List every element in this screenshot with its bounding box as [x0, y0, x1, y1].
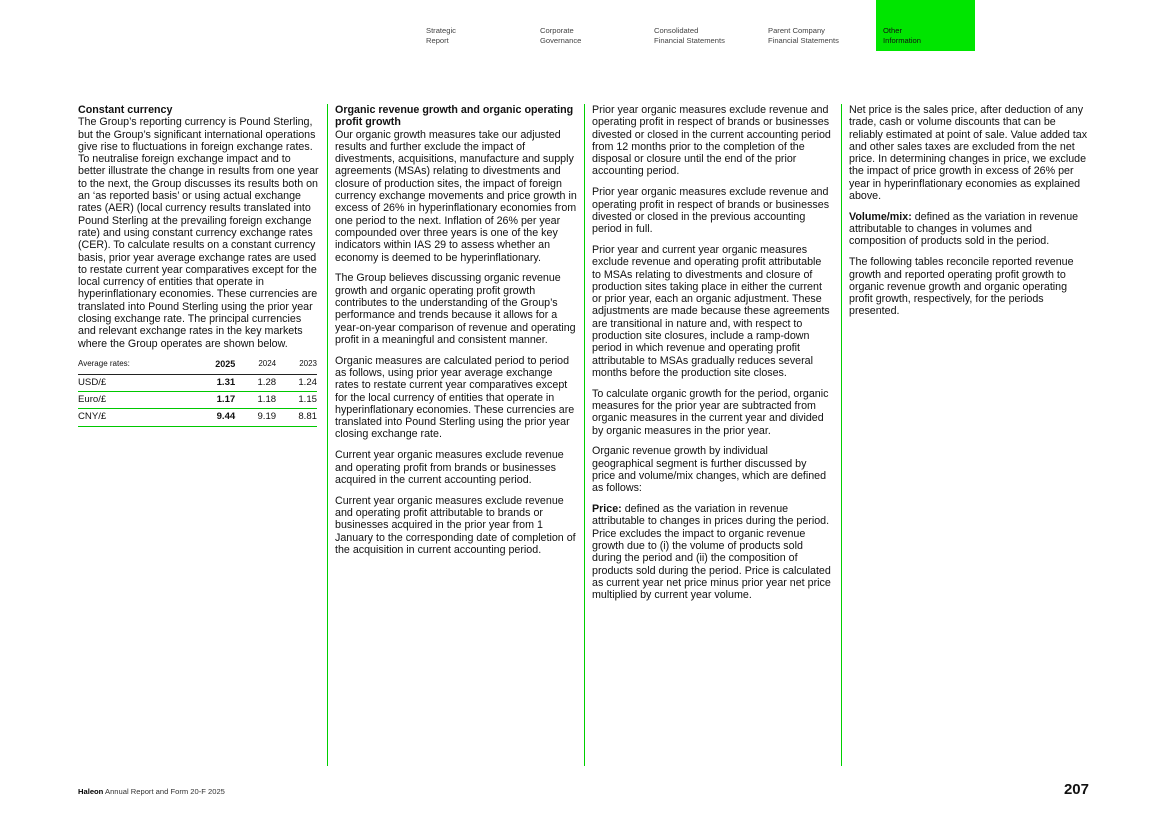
column-divider — [841, 104, 842, 766]
tab-strategic-report[interactable]: Strategic Report — [426, 26, 456, 45]
exchange-rates-table — [78, 358, 317, 426]
table-cell: 1.18 — [235, 392, 276, 409]
paragraph: Prior year organic measures exclude revenue and operating profit in respect of brands or businesses divested or closed in the current accounting period from 12 months prior to the completion of the disposal or closure until the end of the prior accounting period. — [592, 104, 831, 178]
section-heading: Organic revenue growth and organic operating profit growth — [335, 104, 574, 129]
table-header-cell: 2025 — [191, 358, 235, 374]
paragraph: The following tables reconcile reported revenue growth and reported operating profit growth to organic revenue growth and organic operating profit growth, respectively, for the periods presented. — [849, 256, 1074, 318]
paragraph: The Group believes discussing organic revenue growth and organic operating profit growth contributes to the understanding of the Group’s performance and trends because it allows for a year-on-year comparison of revenue and operating profit in a meaningful and consistent manner. — [335, 272, 576, 346]
footer-text: Annual Report and Form 20-F 2025 — [103, 787, 225, 796]
table-cell: CNY/£ — [78, 409, 191, 426]
paragraph: Current year organic measures exclude revenue and operating profit attributable to brands or businesses acquired in the prior year from 1 January to the corresponding date of completion of the acquisition in current accounting period. — [335, 494, 576, 556]
paragraph: To calculate organic growth for the period, organic measures for the prior year are subtracted from organic measures in the current year and divided by organic measures in the prior year. — [592, 387, 829, 437]
tab-other-information[interactable]: Other Information — [876, 0, 975, 51]
table-cell: 1.24 — [276, 374, 317, 391]
tab-corporate-governance[interactable]: Corporate Governance — [540, 26, 582, 45]
paragraph: Prior year and current year organic measures exclude revenue and operating profit attributable to MSAs relating to divestments and closure of production sites taking place in either the current or prior year, each an organic adjustment. These adjustments are made because these agreements are transitional in nature and, with respect to production site closures, include a ramp-down period in which revenue and operating profit attributable to MSAs gradually reduces several months before the production site closes. — [592, 243, 830, 379]
paragraph: Our organic growth measures take our adjusted results and further exclude the impact of divestments, acquisitions, manufacture and supply agreements (MSAs) relating to divestments and closure of production sites, the impact of foreign currency exchange movements and price growth in excess of 26% in hyperinflationary economies from one period to the next. Inflation of 26% per year compounded over three years is one of the key indicators within IAS 29 to assess whether an economy is deemed to be hyperinflationary. — [335, 128, 577, 264]
price-definition — [592, 503, 832, 601]
paragraph: Organic measures are calculated period to period as follows, using prior year average exchange rates to restate current year comparatives except for the local currency of entities that operate in hyperinflationary economies. These currencies are translated into Pound Sterling using the prior year closing exchange rate. — [335, 354, 575, 441]
table-cell: USD/£ — [78, 374, 191, 391]
table-cell: 1.15 — [276, 392, 317, 409]
paragraph: Prior year organic measures exclude revenue and operating profit in respect of brands or businesses divested or closed in the previous accounting period in full. — [592, 186, 830, 236]
table-cell: 9.19 — [235, 409, 276, 426]
column-constant-currency — [78, 104, 320, 427]
table-cell: 9.44 — [191, 409, 235, 426]
column-divider — [327, 104, 328, 766]
table-header-row — [78, 358, 317, 374]
page-number: 207 — [1063, 781, 1089, 798]
paragraph: The Group’s reporting currency is Pound Sterling, but the Group’s significant international operations give rise to fluctuations in foreign exchange rates. To neutralise foreign exchange impact and to better illustrate the change in results from one year to the next, the Group discusses its results both on an ‘as reported basis’ or using actual exchange rates (AER) (local currency results translated into Pound Sterling at the prevailing foreign exchange rate) and using constant currency exchange rates (CER). To calculate results on a constant currency basis, prior year average exchange rates are used to restate current year comparatives except for the local currency of entities that operate in hyperinflationary economies. These currencies are translated into Pound Sterling using the prior year closing exchange rate. The principal currencies and relevant exchange rates in the key markets where the Group operates are shown below. — [78, 116, 319, 350]
tab-parent-company-financial-statements[interactable]: Parent Company Financial Statements — [768, 26, 839, 45]
column-net-price — [849, 104, 1091, 326]
volume-mix-definition-text: defined as the variation in revenue attributable to changes in volumes and composition of products sold in the period. — [849, 210, 1079, 248]
table-cell: 1.31 — [191, 374, 235, 391]
table-header-cell: 2023 — [276, 358, 317, 374]
tab-consolidated-financial-statements[interactable]: Consolidated Financial Statements — [654, 26, 725, 45]
paragraph: Current year organic measures exclude revenue and operating profit from brands or businesses acquired in the current accounting period. — [335, 449, 564, 486]
table-header-cell: 2024 — [235, 358, 276, 374]
paragraph: Organic revenue growth by individual geographical segment is further discussed by price and volume/mix changes, which are defined as follows: — [592, 445, 827, 495]
table-cell: 1.28 — [235, 374, 276, 391]
table-row — [78, 374, 317, 391]
section-heading: Constant currency — [78, 104, 173, 116]
footer — [78, 787, 225, 796]
price-definition-text: defined as the variation in revenue attributable to changes in prices during the period. Price excludes the impact to organic revenue growth due to (i) the volume of products sold during the period and (ii) the composition of products sold during the period. Price is calculated as current year net price minus prior year net price multiplied by current year volume. — [592, 503, 831, 602]
table-header-cell: Average rates: — [78, 358, 191, 374]
column-organic-growth — [335, 104, 578, 565]
volume-mix-term: Volume/mix: — [849, 210, 912, 223]
table-row — [78, 392, 317, 409]
table-cell: 8.81 — [276, 409, 317, 426]
brand-name: Haleon — [78, 787, 104, 796]
column-prior-year-measures — [592, 104, 832, 610]
price-term: Price: — [592, 503, 622, 516]
paragraph: Net price is the sales price, after deduction of any trade, cash or volume discounts that can be reliably estimated at point of sale. Value added tax and other sales taxes are excluded from the net price. In determining changes in price, we exclude the impact of price growth in excess of 26% per year in hyperinflationary economies as explained above. — [849, 104, 1088, 203]
volume-mix-definition — [849, 211, 1091, 248]
column-divider — [584, 104, 585, 766]
table-cell: 1.17 — [191, 392, 235, 409]
table-row — [78, 409, 317, 426]
table-cell: Euro/£ — [78, 392, 191, 409]
